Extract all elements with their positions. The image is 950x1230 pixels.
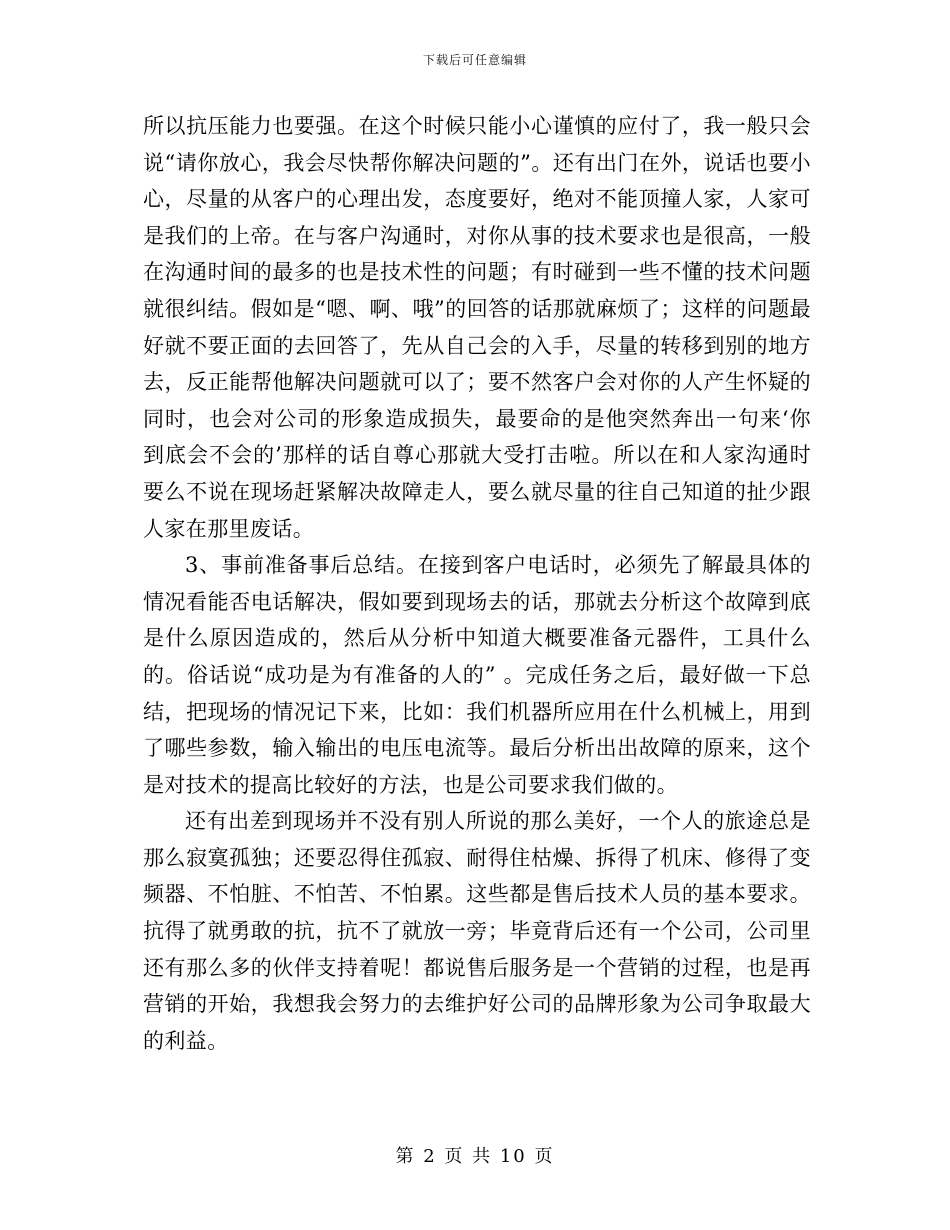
page-header: 下载后可任意编辑 [422, 53, 527, 67]
paragraph-2: 3、事前准备事后总结。在接到客户电话时，必须先了解最具体的情况看能否电话解决，假如要到现场去的话，那就去分析这个故障到底是什么原因造成的，然后从分析中知道大概要准备元器件，工具什么的。俗话说“成功是为有准备的人的” 。完成任务之后，最好做一下总结，把现场的情况记下来，比如：我们机器所应用在什么机械上，用到了哪些参数，输入输出的电压电流等。最后分析出出故障的原来，这个是对技术的提高比较好的方法，也是公司要求我们做的。 [143, 553, 811, 797]
paragraph-1: 所以抗压能力也要强。在这个时候只能小心谨慎的应付了，我一般只会说“请你放心，我会尽快帮你解决问题的”。还有出门在外，说话也要小心，尽量的从客户的心理出发，态度要好，绝对不能顶撞人家，人家可是我们的上帝。在与客户沟通时，对你从事的技术要求也是很高，一般在沟通时间的最多的也是技术性的问题；有时碰到一些不懂的技术问题就很纠结。假如是“嗯、啊、哦”的回答的话那就麻烦了；这样的问题最好就不要正面的去回答了，先从自己会的入手，尽量的转移到别的地方去，反正能帮他解决问题就可以了；要不然客户会对你的人产生怀疑的同时，也会对公司的形象造成损失，最要命的是他突然奔出一句来‘你到底会不会的’那样的话自尊心那就大受打击啦。所以在和人家沟通时要么不说在现场赶紧解决故障走人，要么就尽量的往自己知道的扯少跟人家在那里废话。 [143, 114, 811, 541]
paragraph-3: 还有出差到现场并不没有别人所说的那么美好，一个人的旅途总是那么寂寞孤独；还要忍得住孤寂、耐得住枯燥、拆得了机床、修得了变频器、不怕脏、不怕苦、不怕累。这些都是售后技术人员的基本要求。抗得了就勇敢的抗，抗不了就放一旁；毕竟背后还有一个公司，公司里还有那么多的伙伴支持着呢！都说售后服务是一个营销的过程，也是再营销的开始，我想我会努力的去维护好公司的品牌形象为公司争取最大的利益。 [143, 809, 811, 1053]
document-body [143, 108, 811, 1059]
page-footer: 第 2 页 共 10 页 [395, 1146, 555, 1167]
